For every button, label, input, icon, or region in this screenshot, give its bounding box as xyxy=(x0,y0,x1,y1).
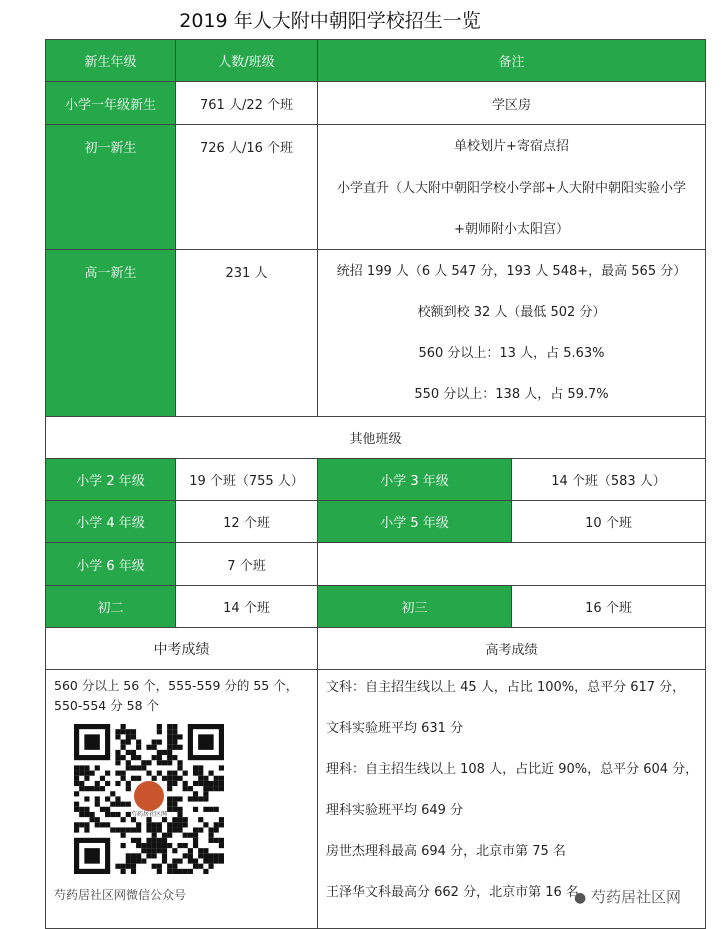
senior1-note-2: 校额到校 32 人（最低 502 分） xyxy=(417,305,606,320)
page-title: 2019 年人大附中朝阳学校招生一览 xyxy=(179,10,481,32)
junior1-count: 726 人/16 个班 xyxy=(176,125,318,250)
other-grade-label: 小学 2 年级 xyxy=(46,459,176,501)
other-grade-label: 小学 3 年级 xyxy=(318,459,512,501)
wechat-icon: ● xyxy=(574,890,587,906)
qr-code-image xyxy=(74,724,224,874)
watermark-text: 芍药居社区网 xyxy=(591,888,682,906)
enrollment-table xyxy=(45,39,706,929)
gaokao-line: 文科：自主招生线以上 45 人，占比 100%，总平分 617 分， xyxy=(326,680,686,695)
other-grade-value: 10 个班 xyxy=(512,501,706,543)
other-grade-value: 14 个班 xyxy=(176,586,318,628)
other-grade-value: 7 个班 xyxy=(176,543,318,586)
svg-text:芍药居社区网: 芍药居社区网 xyxy=(130,811,168,818)
junior1-note-1: 单校划片+寄宿点招 xyxy=(454,139,569,154)
other-grade-label: 小学 6 年级 xyxy=(46,543,176,586)
zhongkao-text: 560 分以上 56 个，555-559 分的 55 个，550-554 分 58 个 xyxy=(54,678,299,713)
junior1-label: 初一新生 xyxy=(46,125,176,250)
gaokao-title: 高考成绩 xyxy=(318,628,706,670)
gaokao-line: 理科：自主招生线以上 108 人，占比近 90%，总平分 604 分， xyxy=(326,762,699,777)
junior1-notes xyxy=(318,125,706,250)
grade1-label: 小学一年级新生 xyxy=(46,82,176,125)
other-grade-value: 14 个班（583 人） xyxy=(512,459,706,501)
junior1-note-3: +朝师附小太阳宫） xyxy=(454,222,569,237)
senior1-label: 高一新生 xyxy=(46,250,176,417)
senior1-note-4: 550 分以上：138 人，占 59.7% xyxy=(414,387,609,402)
senior1-note-3: 560 分以上：13 人，占 5.63% xyxy=(418,346,605,361)
junior1-note-2: 小学直升（人大附中朝阳学校小学部+人大附中朝阳实验小学 xyxy=(337,181,686,196)
other-grade-value: 16 个班 xyxy=(512,586,706,628)
other-grade-value: 12 个班 xyxy=(176,501,318,543)
gaokao-line: 房世杰理科最高 694 分，北京市第 75 名 xyxy=(326,844,566,859)
senior1-notes xyxy=(318,250,706,417)
gaokao-line: 理科实验班平均 649 分 xyxy=(326,803,464,818)
zhongkao-title: 中考成绩 xyxy=(46,628,318,670)
other-grade-label: 小学 4 年级 xyxy=(46,501,176,543)
other-grade-value: 19 个班（755 人） xyxy=(176,459,318,501)
watermark xyxy=(574,886,681,907)
empty-cell xyxy=(318,543,706,586)
senior1-note-1: 统招 199 人（6 人 547 分，193 人 548+，最高 565 分） xyxy=(336,264,687,279)
other-grade-label: 小学 5 年级 xyxy=(318,501,512,543)
grade1-note: 学区房 xyxy=(318,82,706,125)
grade1-count: 761 人/22 个班 xyxy=(176,82,318,125)
other-grade-label: 初三 xyxy=(318,586,512,628)
header-grade: 新生年级 xyxy=(46,40,176,82)
other-classes-title: 其他班级 xyxy=(46,417,706,459)
header-count: 人数/班级 xyxy=(176,40,318,82)
gaokao-line: 文科实验班平均 631 分 xyxy=(326,721,464,736)
zhongkao-body xyxy=(46,670,318,929)
gaokao-line: 王泽华文科最高分 662 分，北京市第 16 名 xyxy=(326,885,579,900)
other-grade-label: 初二 xyxy=(46,586,176,628)
qr-caption: 芍药居社区网微信公众号 xyxy=(54,888,187,902)
senior1-count: 231 人 xyxy=(176,250,318,417)
header-notes: 备注 xyxy=(318,40,706,82)
